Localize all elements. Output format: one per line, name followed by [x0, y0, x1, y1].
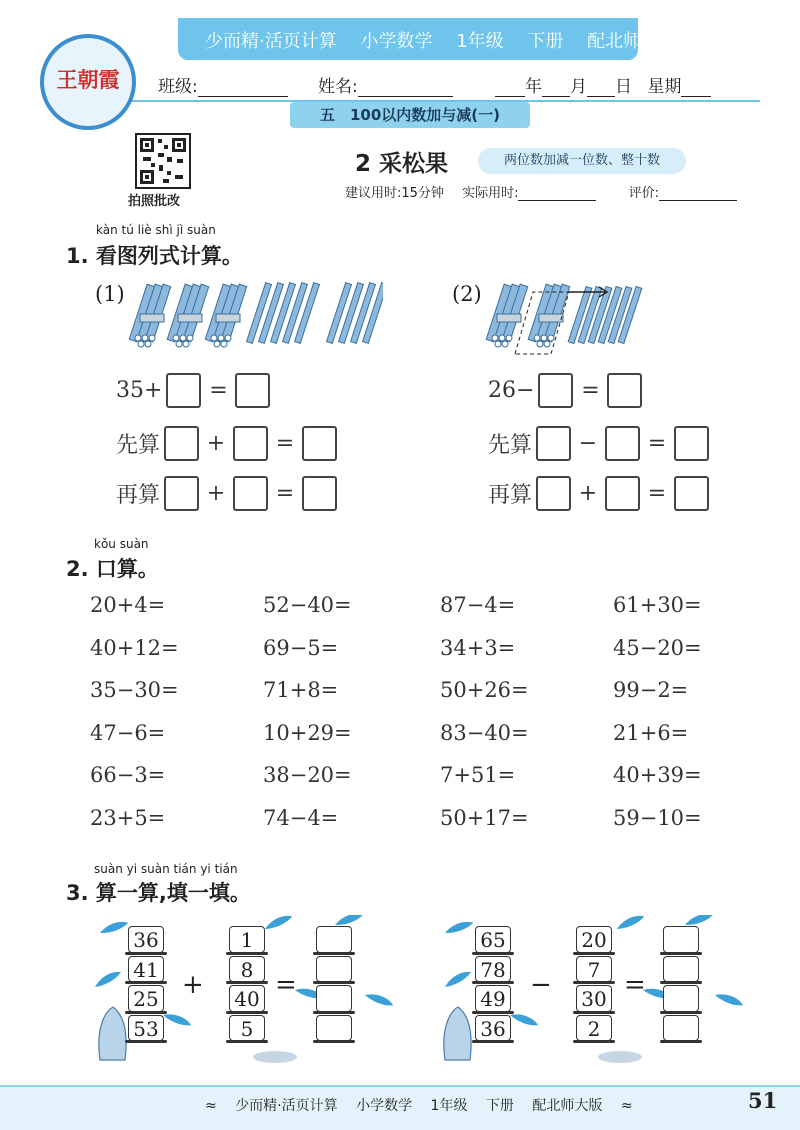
rating-label: 评价:	[628, 186, 659, 201]
bamboo-joint	[125, 981, 167, 984]
answer-box[interactable]	[536, 476, 571, 511]
bamboo-segment-answer[interactable]	[663, 926, 699, 953]
actual-time-blank[interactable]	[518, 186, 596, 201]
bamboo-joint	[472, 1040, 514, 1043]
answer-box[interactable]	[164, 426, 199, 461]
footer-series: 少而精·活页计算	[235, 1098, 338, 1114]
bamboo-joint	[573, 981, 615, 984]
class-label: 班级:	[158, 77, 198, 97]
suggested-time: 建议用时:15分钟	[345, 186, 444, 201]
bamboo-joint	[313, 1040, 355, 1043]
second-step-label: 再算	[116, 483, 161, 508]
answer-box[interactable]	[235, 373, 270, 408]
bamboo-segment-given: 25	[128, 985, 164, 1012]
q1-part2-first-step	[488, 426, 709, 461]
q1-part2-second-step	[488, 476, 709, 511]
bamboo-segment-given: 41	[128, 956, 164, 983]
mental-math-item[interactable]: 10+29=	[263, 720, 352, 745]
stone	[253, 1051, 297, 1063]
equals-sign: =	[275, 970, 297, 1000]
q3-title: 3. 算一算,填一填。	[66, 881, 251, 905]
bamboo-segment-answer[interactable]	[316, 1015, 352, 1042]
rating-blank[interactable]	[659, 186, 737, 201]
stick-bundle	[129, 283, 383, 347]
mental-math-item[interactable]: 61+30=	[613, 593, 702, 617]
footer-rule	[0, 1085, 800, 1087]
plus-sign: +	[578, 481, 598, 506]
equals-sign: =	[209, 378, 228, 403]
mental-math-item[interactable]: 52−40=	[263, 593, 352, 617]
mental-math-item[interactable]: 87−4=	[440, 593, 516, 617]
header-title	[205, 27, 695, 53]
answer-box[interactable]	[302, 426, 337, 461]
equals-sign: =	[647, 481, 667, 506]
second-step-label: 再算	[488, 483, 533, 508]
equals-sign: =	[647, 431, 667, 456]
answer-box[interactable]	[166, 373, 201, 408]
answer-box[interactable]	[233, 476, 268, 511]
bamboo-segment-answer[interactable]	[663, 956, 699, 983]
class-blank[interactable]	[198, 78, 288, 97]
month-blank[interactable]	[542, 78, 570, 97]
bamboo-segment-answer[interactable]	[316, 985, 352, 1012]
bamboo-joint	[573, 1040, 615, 1043]
q1-pinyin: kàn tú liè shì jì suàn	[96, 223, 216, 237]
weekday-blank[interactable]	[681, 78, 711, 97]
bamboo-segment-answer[interactable]	[663, 985, 699, 1012]
answer-box[interactable]	[164, 476, 199, 511]
class-field[interactable]	[158, 72, 288, 97]
bamboo-segment-answer[interactable]	[316, 956, 352, 983]
bamboo-segment-given: 40	[229, 985, 265, 1012]
lesson-tag: 两位数加减一位数、整十数	[478, 148, 686, 174]
mental-math-item[interactable]: 47−6=	[90, 720, 166, 745]
mental-math-item[interactable]: 34+3=	[440, 635, 516, 660]
q3-pinyin: suàn yi suàn tián yi tián	[94, 862, 238, 876]
stone	[598, 1051, 642, 1063]
subject-name: 小学数学	[360, 31, 433, 52]
answer-box[interactable]	[233, 426, 268, 461]
bamboo-joint	[125, 1011, 167, 1014]
bamboo-joint	[660, 1011, 702, 1014]
answer-box[interactable]	[536, 426, 571, 461]
bamboo-segment-given: 5	[229, 1015, 265, 1042]
bamboo-joint	[226, 1040, 268, 1043]
footer	[205, 1095, 647, 1115]
bamboo-segment-given: 30	[576, 985, 612, 1012]
bamboo-segment-given: 20	[576, 926, 612, 953]
wave-icon: ≈	[620, 1098, 633, 1114]
bamboo-segment-given: 53	[128, 1015, 164, 1042]
q1-part1-first-step	[116, 426, 337, 461]
plus-sign: +	[206, 481, 226, 506]
wave-icon: ≈	[205, 1098, 217, 1114]
mental-math-item[interactable]: 74−4=	[263, 805, 339, 830]
bamboo-segment-given: 2	[576, 1015, 612, 1042]
bamboo-shoot-icon	[444, 1007, 471, 1060]
bamboo-segment-given: 36	[128, 926, 164, 953]
mental-math-item[interactable]: 66−3=	[90, 763, 166, 787]
year-label: 年	[525, 77, 542, 97]
bamboo-joint	[660, 981, 702, 984]
bamboo-joint	[660, 952, 702, 955]
bamboo-joint	[660, 1040, 702, 1043]
bamboo-joint	[226, 952, 268, 955]
q2-title: 2. 口算。	[66, 557, 159, 581]
day-blank[interactable]	[587, 78, 615, 97]
bamboo-joint	[573, 952, 615, 955]
answer-box[interactable]	[674, 426, 709, 461]
minus-sign: −	[530, 970, 552, 1000]
bamboo-joint	[125, 1040, 167, 1043]
equals-sign: =	[624, 970, 646, 1000]
equals-sign: =	[275, 481, 295, 506]
mental-math-item[interactable]: 20+4=	[90, 593, 166, 617]
mental-math-item[interactable]: 21+6=	[613, 720, 689, 745]
q1-part1-second-step	[116, 476, 337, 511]
first-step-label: 先算	[116, 433, 161, 458]
mental-math-item[interactable]: 45−20=	[613, 635, 702, 660]
bamboo-segment-given: 49	[475, 985, 511, 1012]
q1-part1-expr-start: 35+	[116, 378, 163, 403]
bamboo-segment-given: 36	[475, 1015, 511, 1042]
qr-label: 拍照批改	[128, 194, 181, 209]
name-field[interactable]	[318, 72, 453, 97]
month-label: 月	[570, 77, 587, 97]
mental-math-item[interactable]: 50+26=	[440, 678, 529, 702]
q1-part2-expression	[488, 373, 642, 408]
q1-title: 1. 看图列式计算。	[66, 244, 243, 268]
bamboo-joint	[313, 952, 355, 955]
q1-part2-label: (2)	[452, 282, 482, 306]
qr-code[interactable]	[135, 133, 191, 189]
answer-box[interactable]	[605, 426, 640, 461]
mental-math-item[interactable]: 59−10=	[613, 805, 702, 830]
qr-code-icon	[137, 135, 189, 187]
series-name: 少而精·活页计算	[205, 31, 337, 52]
mental-math-item[interactable]: 71+8=	[263, 678, 339, 702]
bamboo-joint	[472, 1011, 514, 1014]
bamboo-joint	[226, 1011, 268, 1014]
unit-title: 五 100以内数加与减(一)	[290, 102, 530, 128]
volume-name: 下册	[527, 31, 564, 52]
footer-volume: 下册	[485, 1098, 514, 1114]
bamboo-joint	[472, 952, 514, 955]
grade-name: 1年级	[456, 31, 504, 52]
lesson-title: 2 采松果	[355, 151, 449, 177]
bamboo-joint	[313, 1011, 355, 1014]
bamboo-segment-given: 1	[229, 926, 265, 953]
q1-part1-expression	[116, 373, 270, 408]
plus-sign: +	[206, 431, 226, 456]
equals-sign: =	[581, 378, 600, 403]
mental-math-item[interactable]: 99−2=	[613, 678, 689, 702]
name-blank[interactable]	[358, 78, 453, 97]
q1-part1-sticks-illustration	[128, 276, 383, 356]
bamboo-segment-given: 78	[475, 956, 511, 983]
bamboo-joint	[226, 981, 268, 984]
answer-box[interactable]	[607, 373, 642, 408]
mental-math-item[interactable]: 7+51=	[440, 763, 516, 787]
answer-box[interactable]	[302, 476, 337, 511]
equals-sign: =	[275, 431, 295, 456]
footer-edition: 配北师大版	[532, 1098, 603, 1114]
brand-logo	[40, 34, 136, 130]
footer-grade: 1年级	[430, 1098, 468, 1114]
weekday-label: 星期	[647, 77, 682, 97]
name-label: 姓名:	[318, 77, 358, 97]
bamboo-segment-given: 65	[475, 926, 511, 953]
mental-math-item[interactable]: 50+17=	[440, 805, 529, 830]
time-row	[345, 182, 737, 201]
mental-math-item[interactable]: 35−30=	[90, 678, 179, 702]
mental-math-item[interactable]: 38−20=	[263, 763, 352, 787]
bamboo-joint	[313, 981, 355, 984]
page-number: 51	[748, 1088, 778, 1113]
actual-time-label: 实际用时:	[462, 186, 519, 201]
bamboo-segment-given: 7	[576, 956, 612, 983]
bamboo-segment-answer[interactable]	[663, 1015, 699, 1042]
q1-part2-expr-start: 26−	[488, 378, 535, 403]
date-field[interactable]	[495, 72, 711, 97]
bamboo-segment-given: 8	[229, 956, 265, 983]
plus-sign: +	[182, 970, 204, 1000]
bamboo-joint	[125, 952, 167, 955]
logo-text: 王朝霞	[56, 67, 120, 92]
year-blank[interactable]	[495, 78, 525, 97]
bamboo-joint	[573, 1011, 615, 1014]
answer-box[interactable]	[538, 373, 573, 408]
q1-part1-label: (1)	[95, 282, 125, 306]
mental-math-item[interactable]: 83−40=	[440, 720, 529, 745]
mental-math-item[interactable]: 40+39=	[613, 763, 702, 787]
answer-box[interactable]	[674, 476, 709, 511]
q2-pinyin: kǒu suàn	[94, 537, 149, 551]
q1-part2-sticks-illustration	[485, 276, 665, 358]
footer-subject: 小学数学	[356, 1098, 413, 1114]
minus-sign: −	[578, 431, 598, 456]
day-label: 日	[615, 77, 632, 97]
bamboo-segment-answer[interactable]	[316, 926, 352, 953]
edition-name: 配北师大版	[587, 31, 678, 52]
first-step-label: 先算	[488, 433, 533, 458]
answer-box[interactable]	[605, 476, 640, 511]
mental-math-item[interactable]: 40+12=	[90, 635, 179, 660]
bamboo-joint	[472, 981, 514, 984]
mental-math-item[interactable]: 69−5=	[263, 635, 339, 660]
bamboo-shoot-icon	[99, 1007, 126, 1060]
mental-math-item[interactable]: 23+5=	[90, 805, 166, 830]
